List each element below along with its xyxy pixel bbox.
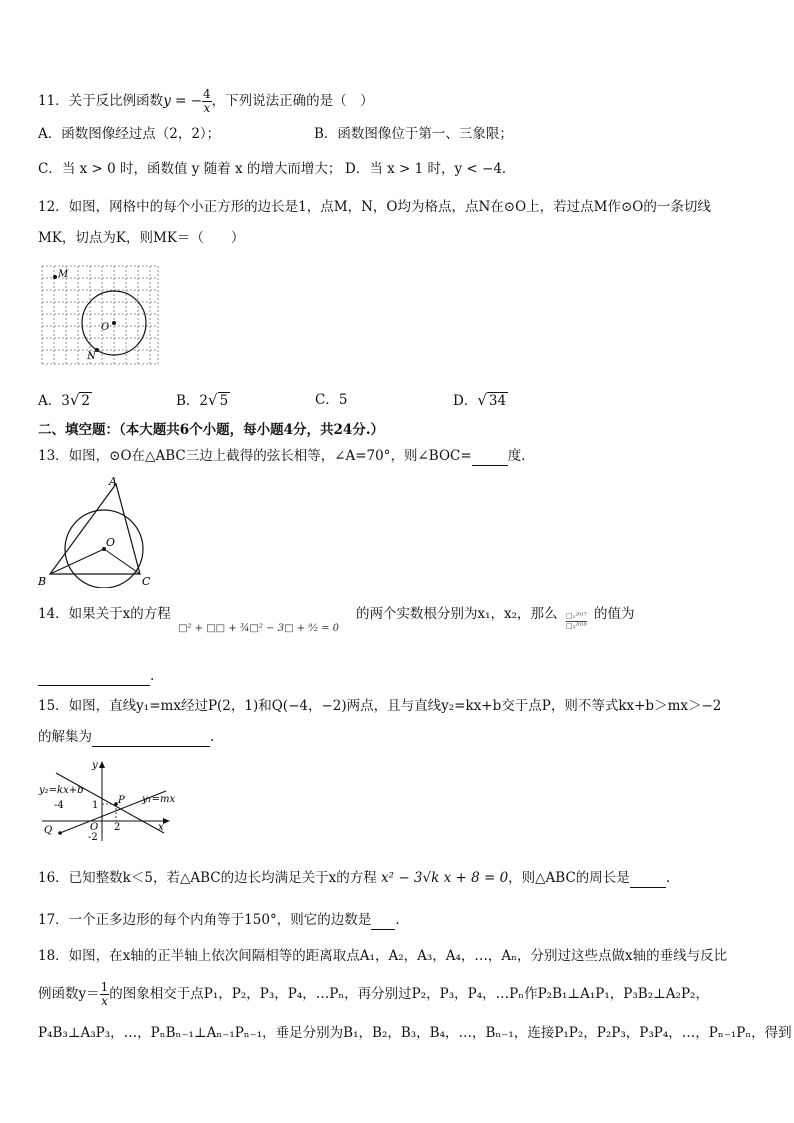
q15-label-y: y	[92, 760, 98, 771]
q12-option-d: D．√ 34	[453, 391, 507, 409]
q15-tick-m2: -2	[88, 832, 98, 843]
q18-fraction: $\frac{1}{x}$	[100, 980, 109, 1008]
q12-stem-line1: 12．如图，网格中的每个小正方形的边长是1，点M，N，O均为格点，点N在⊙O上，若过点M作⊙O的一条切线	[38, 199, 711, 215]
q11-option-d: D．当 x > 1 时，y < −4．	[345, 161, 516, 177]
q14-stem-mid: 的两个实数根分别为x₁，x₂，那么	[356, 606, 558, 622]
q15-label-q: Q	[44, 825, 53, 836]
section-2-heading: 二、填空题：（本大题共6个小题，每小题4分，共24分.）	[38, 422, 385, 438]
q17-blank	[371, 911, 395, 930]
q15-stem-line1: 15．如图，直线y₁=mx经过P(2，1)和Q(−4，−2)两点，且与直线y₂=kx+b交于点P，则不等式kx+b＞mx＞−2	[38, 698, 722, 714]
q13-label-o: O	[106, 536, 116, 549]
q15-label-y1: y₁=mx	[142, 794, 176, 805]
q12-point-o	[112, 321, 116, 325]
q13-figure	[36, 472, 160, 588]
q14-stem-pre: 14．如果关于x的方程	[38, 606, 171, 622]
q15-label-o: O	[90, 822, 99, 833]
q15-tick-1: 1	[92, 800, 99, 811]
q12-option-b: B．2√ 5	[176, 391, 229, 409]
q11-option-a: A．函数图像经过点（2，2）；	[38, 126, 221, 142]
q12-label-o: O	[101, 322, 110, 333]
q12-label-m: M	[58, 269, 69, 280]
q15-x-arrow	[163, 818, 170, 824]
q18-stem-line1: 18．如图，在x轴的正半轴上依次间隔相等的距离取点A₁，A₂，A₃，A₄，…，Aₙ，分别过这些点做x轴的垂线与反比	[38, 948, 728, 964]
q12-label-n: N	[87, 351, 96, 362]
q14-equation: □² + □□ + ¾□² − 3□ + ⁹⁄₂ = 0	[178, 623, 340, 634]
q13-label-c: C	[142, 575, 151, 588]
q16-equation: x² − 3√k x + 8 = 0	[381, 870, 509, 886]
q11-option-c: C．当 x > 0 时，函数值 y 随着 x 的增大而增大；	[38, 161, 342, 177]
q12-option-c: C．5	[315, 392, 348, 408]
q15-tick-m4: -4	[54, 800, 64, 811]
q15-label-p: P	[118, 795, 125, 806]
q11-fraction: $\frac{4}{x}$	[203, 87, 211, 115]
q18-stem-line2: 例函数y＝ $\frac{1}{x}$ 的图象相交于点P₁，P₂，P₃，P₄，…Pₙ，再分别过P₂，P₃，P₄，…Pₙ作P₂B₁⊥A₁P₁，P₃B₂⊥A₂P₂，	[38, 980, 709, 1008]
q15-label-y2: y₂=kx+b	[39, 785, 84, 796]
q14-stem-post: 的值为	[594, 606, 635, 622]
q16-stem: 16．已知整数k＜5，若△ABC的边长均满足关于x的方程 x² − 3√k x + 8 = 0，则△ABC的周长是 .	[38, 870, 671, 886]
q15-tick-2: 2	[114, 822, 121, 833]
q12-point-m	[53, 275, 57, 279]
q17-stem: 17．一个正多边形的每个内角等于150°，则它的边数是 .	[38, 912, 400, 928]
q15-stem-line2: 的解集为 .	[38, 729, 215, 745]
q12-stem-line2: MK，切点为K，则MK＝（ ）	[38, 230, 245, 246]
q13-label-a: A	[109, 475, 117, 488]
q15-graph-figure	[38, 757, 188, 843]
q13-segment-ob	[50, 549, 104, 574]
q13-label-b: B	[38, 575, 47, 588]
q16-blank	[630, 869, 666, 888]
q14-blank	[38, 667, 150, 686]
q11-stem: 11．关于反比例函数y = − $\frac{4}{x}$ ，下列说法正确的是（ ）	[38, 87, 374, 115]
q11-option-b: B．函数图像位于第一、三象限；	[314, 126, 513, 142]
q13-blank	[472, 447, 508, 466]
q15-y-arrow	[99, 761, 105, 768]
q14-fraction: □₁²⁰¹⁷ □₂²⁰¹⁸	[566, 612, 587, 630]
q18-stem-line3: P₄B₃⊥A₃P₃，…，PₙBₙ₋₁⊥Aₙ₋₁Pₙ₋₁，垂足分别为B₁，B₂，B₃，B₄，…，Bₙ₋₁，连接P₁P₂，P₂P₃，P₃P₄，…，Pₙ₋₁Pₙ，得到	[38, 1025, 792, 1041]
q11-func: y = −	[163, 93, 203, 109]
q12-option-a: A．3√ 2	[38, 391, 90, 409]
q13-triangle-abc	[50, 484, 140, 574]
q15-label-x: x	[158, 822, 164, 833]
q15-point-q	[58, 831, 62, 835]
q13-stem: 13．如图，⊙O在△ABC三边上截得的弦长相等，∠A=70°，则∠BOC= 度.	[38, 448, 526, 464]
q14-answer: .	[38, 667, 154, 686]
q12-grid-figure	[40, 264, 160, 366]
q15-blank	[92, 728, 210, 747]
